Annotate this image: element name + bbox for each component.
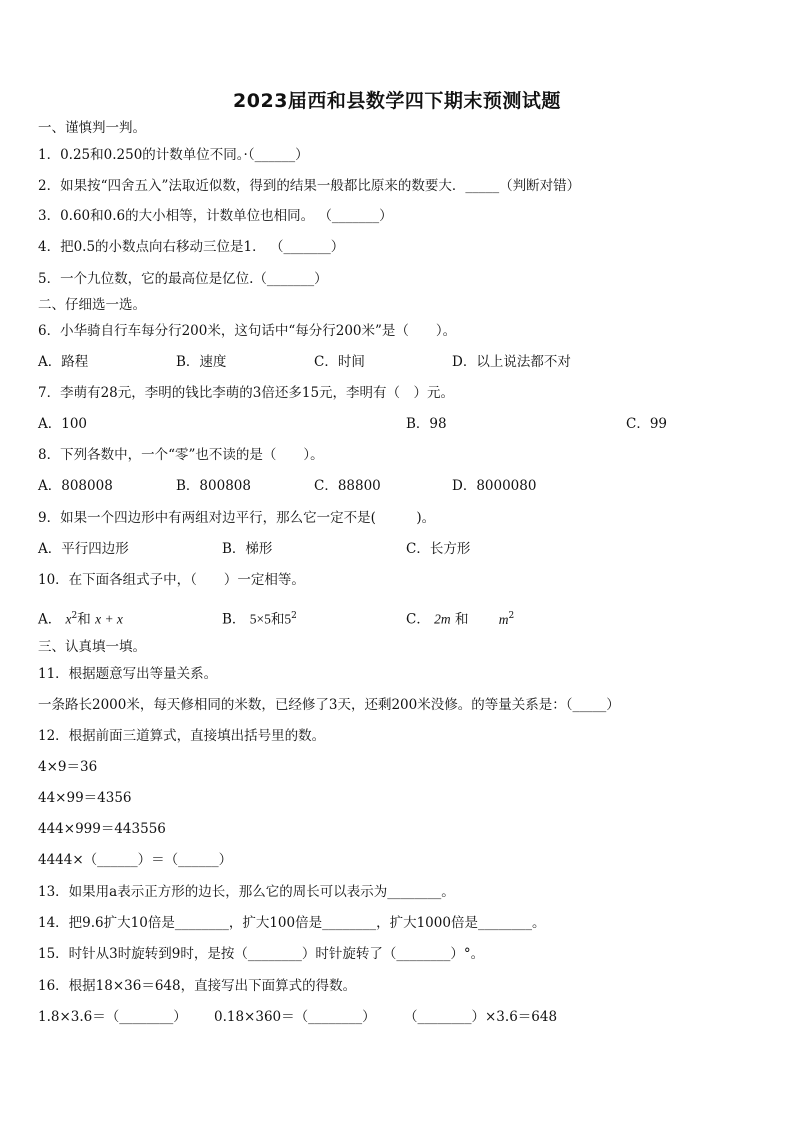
q16-item-1: 1.8×3.6＝（________） bbox=[38, 1009, 187, 1025]
question-16: 16．根据18×36＝648，直接写出下面算式的得数。 bbox=[38, 978, 357, 994]
q6-option-a: A．路程 bbox=[38, 354, 89, 370]
q10-option-a-and: 和 bbox=[77, 611, 91, 628]
q10-option-c-exponent: 2 bbox=[508, 611, 515, 621]
q9-option-c: C．长方形 bbox=[406, 541, 471, 557]
section-heading-3: 三、认真填一填。 bbox=[38, 639, 146, 655]
q10-option-c-m: m bbox=[498, 611, 509, 627]
q6-option-c: C．时间 bbox=[314, 354, 365, 370]
question-11: 11．根据题意写出等量关系。 bbox=[38, 666, 218, 682]
question-10: 10．在下面各组式子中，（ ）一定相等。 bbox=[38, 572, 305, 588]
q10-option-a-exponent: 2 bbox=[71, 611, 78, 621]
q10-option-b-expr: 5×5和5 bbox=[249, 611, 292, 627]
q9-option-a: A．平行四边形 bbox=[38, 541, 129, 557]
q7-option-c: C．99 bbox=[626, 416, 668, 432]
section-heading-1: 一、谨慎判一判。 bbox=[38, 120, 146, 136]
q8-option-d: D．8000080 bbox=[452, 478, 537, 494]
page-title: 2023届西和县数学四下期末预测试题 bbox=[233, 90, 561, 112]
q6-option-b: B．速度 bbox=[176, 354, 227, 370]
question-9: 9．如果一个四边形中有两组对边平行，那么它一定不是( )。 bbox=[38, 510, 436, 526]
q10-option-a-sum: x + x bbox=[95, 611, 123, 627]
question-3: 3．0.60和0.6的大小相等，计数单位也相同。 （_______） bbox=[38, 208, 393, 224]
q12-line-2: 44×99＝4356 bbox=[38, 790, 132, 806]
q16-item-3: （________）×3.6＝648 bbox=[404, 1009, 558, 1025]
question-12: 12．根据前面三道算式，直接填出括号里的数。 bbox=[38, 728, 326, 744]
q10-option-b bbox=[222, 607, 297, 629]
question-13: 13．如果用a表示正方形的边长，那么它的周长可以表示为________。 bbox=[38, 884, 455, 900]
question-14: 14．把9.6扩大10倍是________，扩大100倍是________，扩大1000倍是________。 bbox=[38, 915, 546, 931]
question-7: 7．李萌有28元，李明的钱比李萌的3倍还多15元，李明有（ ）元。 bbox=[38, 385, 455, 401]
question-11-text: 一条路长2000米，每天修相同的米数，已经修了3天，还剩200米没修。的等量关系是：（_____） bbox=[38, 697, 620, 713]
question-4: 4．把0.5的小数点向右移动三位是1． （_______） bbox=[38, 239, 345, 255]
q8-option-c: C．88800 bbox=[314, 478, 381, 494]
q7-option-a: A．100 bbox=[38, 416, 88, 432]
question-2: 2．如果按“四舍五入”法取近似数，得到的结果一般都比原来的数要大．_____（判断对错） bbox=[38, 178, 581, 194]
q10-option-a-label: A． bbox=[38, 611, 62, 628]
q10-option-b-exponent: 2 bbox=[291, 611, 297, 621]
question-6: 6．小华骑自行车每分行200米，这句话中“每分行200米”是（ ）。 bbox=[38, 323, 457, 339]
q7-option-b: B．98 bbox=[406, 416, 447, 432]
q12-line-4: 4444×（______）＝（______） bbox=[38, 852, 233, 868]
q9-option-b: B．梯形 bbox=[222, 541, 273, 557]
q12-line-3: 444×999＝443556 bbox=[38, 821, 166, 837]
question-1: 1．0.25和0.250的计数单位不同。·（______） bbox=[38, 147, 309, 163]
question-5: 5．一个九位数，它的最高位是亿位.（_______） bbox=[38, 271, 328, 287]
section-heading-2: 二、仔细选一选。 bbox=[38, 297, 146, 313]
q8-option-a: A．808008 bbox=[38, 478, 113, 494]
q10-option-a-x: x bbox=[65, 611, 72, 627]
q12-line-1: 4×9＝36 bbox=[38, 759, 98, 775]
q10-option-c-expr: 2m bbox=[434, 611, 451, 627]
q10-option-c-label: C． bbox=[406, 611, 430, 628]
question-15: 15．时针从3时旋转到9时，是按（________）时针旋转了（________）°。 bbox=[38, 946, 485, 962]
q10-option-c bbox=[406, 607, 514, 629]
q16-item-2: 0.18×360＝（________） bbox=[214, 1009, 376, 1025]
q8-option-b: B．800808 bbox=[176, 478, 251, 494]
q10-option-b-label: B． bbox=[222, 611, 246, 628]
question-8: 8．下列各数中，一个“零”也不读的是（ ）。 bbox=[38, 447, 324, 463]
q10-option-a bbox=[38, 607, 123, 629]
q10-option-c-and: 和 bbox=[454, 611, 469, 628]
q6-option-d: D．以上说法都不对 bbox=[452, 354, 571, 370]
